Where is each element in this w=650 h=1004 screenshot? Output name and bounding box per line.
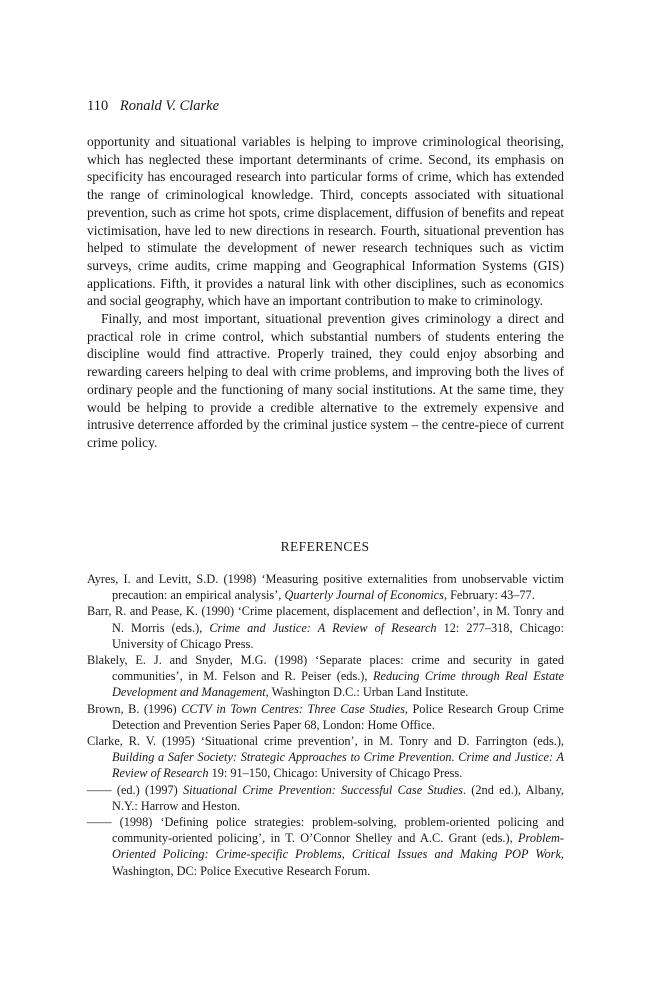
reference-entry: Brown, B. (1996) CCTV in Town Centres: Three Case Studies, Police Research Group Crime Detection and Prevention Series Paper 68, London: Home Office. (87, 701, 564, 732)
references-heading: REFERENCES (280, 539, 370, 554)
running-head (87, 97, 219, 115)
reference-entry: —— (ed.) (1997) Situational Crime Prevention: Successful Case Studies. (2nd ed.), Albany, N.Y.: Harrow and Heston. (87, 782, 565, 813)
reference-list (87, 571, 564, 879)
reference-entry: Clarke, R. V. (1995) ‘Situational crime prevention’, in M. Tonry and D. Farrington (eds.), Building a Safer Society: Strategic Approaches to Crime Prevention. Crime and Justice: A Review of Research 19: 91–150, Chicago: University of Chicago Press. (87, 734, 564, 781)
paragraph: Finally, and most important, situational prevention gives criminology a direct and practical role in crime control, which substantial numbers of students entering the discipline would find attractive. Properly trained, they could enjoy absorbing and rewarding careers helping to deal with crime problems, and improving both the lives of ordinary people and the functioning of many social institutions. At the same time, they would be helping to provide a credible alternative to the extremely expensive and intrusive deterrence afforded by the criminal justice system – the centre-piece of current crime policy. (87, 311, 564, 450)
reference-entry: Blakely, E. J. and Snyder, M.G. (1998) ‘Separate places: crime and security in gated communities’, in M. Felson and R. Peiser (eds.), Reducing Crime through Real Estate Development and Management, Washington D.C.: Urban Land Institute. (87, 653, 564, 700)
paragraph: opportunity and situational variables is helping to improve criminological theorising, which has neglected these important determinants of crime. Second, its emphasis on specificity has encouraged research into particular forms of crime, which has extended the range of criminological knowledge. Third, concepts associated with situational prevention, such as crime hot spots, crime displacement, diffusion of benefits and repeat victimisation, have led to new directions in research. Fourth, situational prevention has helped to stimulate the development of newer research techniques such as victim surveys, crime audits, crime mapping and Geographical Information Systems (GIS) applications. Fifth, it provides a natural link with other disciplines, such as economics and social geography, which have an important contribution to make to criminology. (87, 134, 564, 309)
page-number: 110 (87, 98, 109, 114)
reference-entry: Ayres, I. and Levitt, S.D. (1998) ‘Measuring positive externalities from unobservable victim precaution: an empirical analysis’, Quarterly Journal of Economics, February: 43–77. (87, 572, 564, 603)
running-head-author: Ronald V. Clarke (119, 98, 220, 114)
body-text (87, 133, 564, 452)
reference-entry: Barr, R. and Pease, K. (1990) ‘Crime placement, displacement and deflection’, in M. Tonry and N. Morris (eds.), Crime and Justice: A Review of Research 12: 277–318, Chicago: University of Chicago Press. (87, 604, 564, 651)
reference-entry: —— (1998) ‘Defining police strategies: problem-solving, problem-oriented policing and community-oriented policing’, in T. O’Connor Shelley and A.C. Grant (eds.), Problem-Oriented Policing: Crime-specific Problems, Critical Issues and Making POP Work, Washington, DC: Police Executive Research Forum. (87, 815, 564, 878)
